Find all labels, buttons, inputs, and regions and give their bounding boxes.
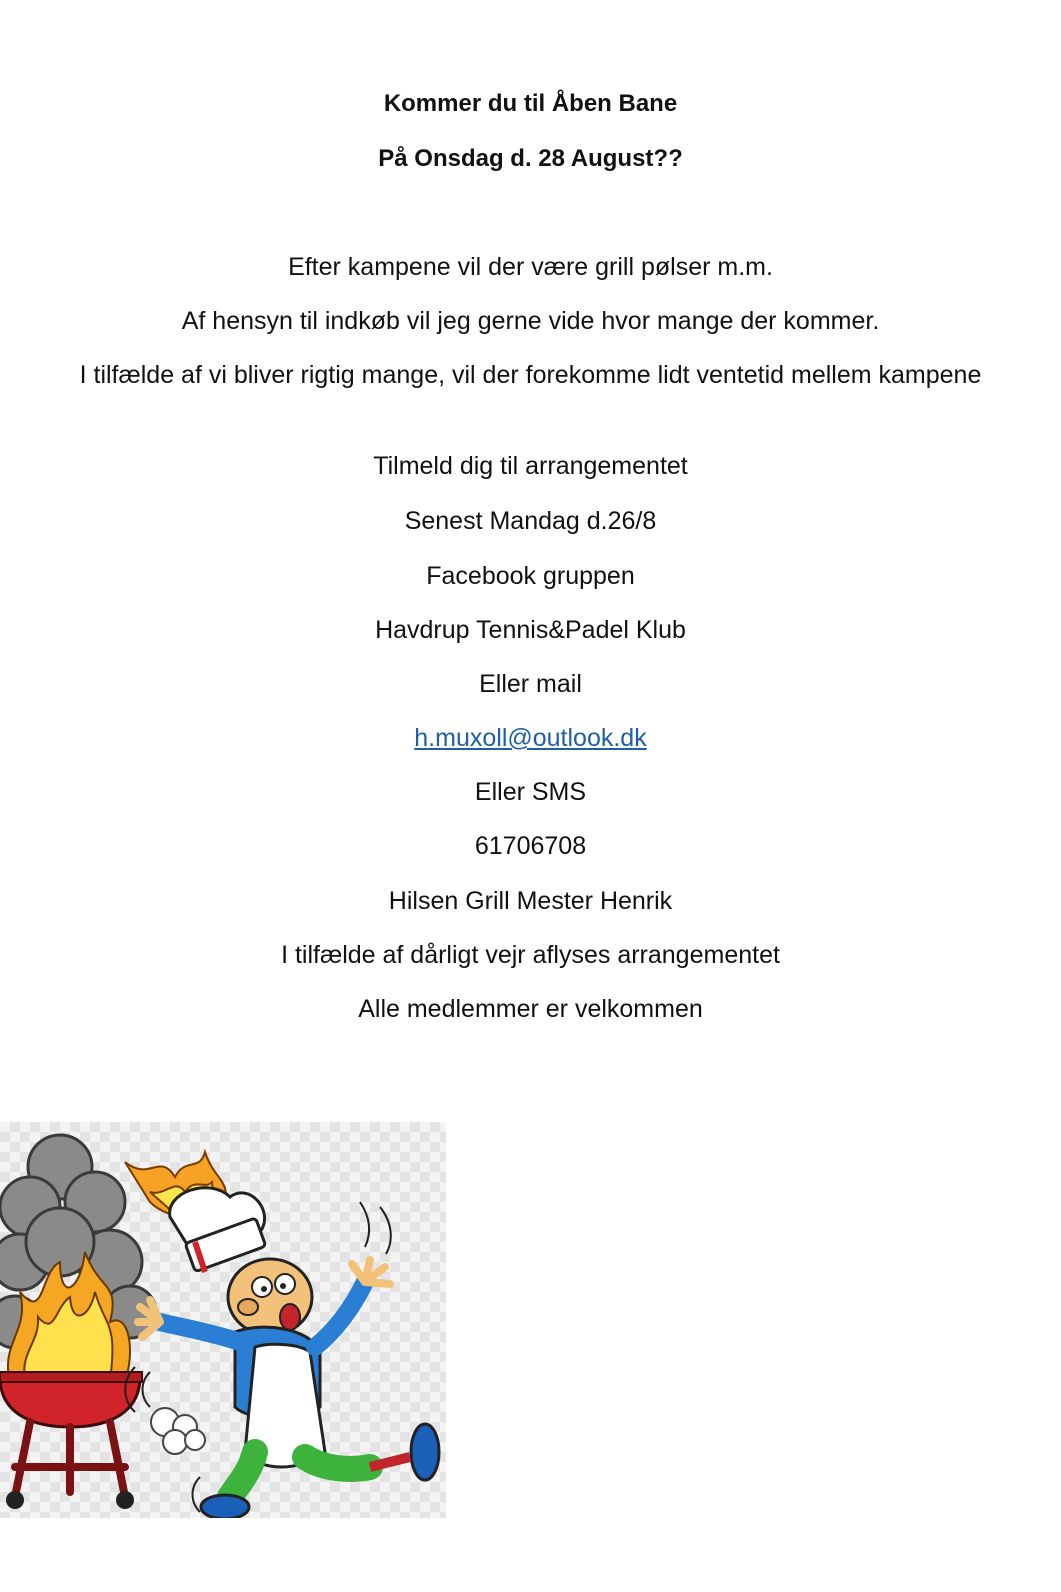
club-name: Havdrup Tennis&Padel Klub: [375, 616, 686, 644]
heading-line-1: Kommer du til Åben Bane: [383, 90, 678, 117]
grill-info: Efter kampene vil der være grill pølser m.m.: [288, 253, 773, 281]
phone-number: 61706708: [474, 832, 587, 860]
email-link[interactable]: h.muxoll@outlook.dk: [414, 724, 647, 752]
or-mail-text: Eller mail: [479, 670, 582, 698]
greeting-text: Hilsen Grill Mester Henrik: [388, 887, 673, 915]
wait-info: I tilfælde af vi bliver rigtig mange, vil der forekomme lidt ventetid mellem kampene: [79, 361, 982, 389]
weather-text: I tilfælde af dårligt vejr aflyses arrangementet: [281, 941, 780, 969]
facebook-text: Facebook gruppen: [426, 562, 635, 590]
email-line: [60, 723, 1001, 753]
purchase-info: Af hensyn til indkøb vil jeg gerne vide hvor mange der kommer.: [181, 307, 880, 335]
grill-chef-fire-illustration: [0, 1122, 446, 1518]
grill-chef-icon: [0, 1122, 446, 1518]
signup-text: Tilmeld dig til arrangementet: [373, 452, 688, 480]
welcome-text: Alle medlemmer er velkommen: [358, 995, 703, 1023]
heading-line-2: På Onsdag d. 28 August??: [378, 145, 683, 172]
or-sms-text: Eller SMS: [474, 778, 587, 806]
deadline-text: Senest Mandag d.26/8: [404, 507, 657, 535]
